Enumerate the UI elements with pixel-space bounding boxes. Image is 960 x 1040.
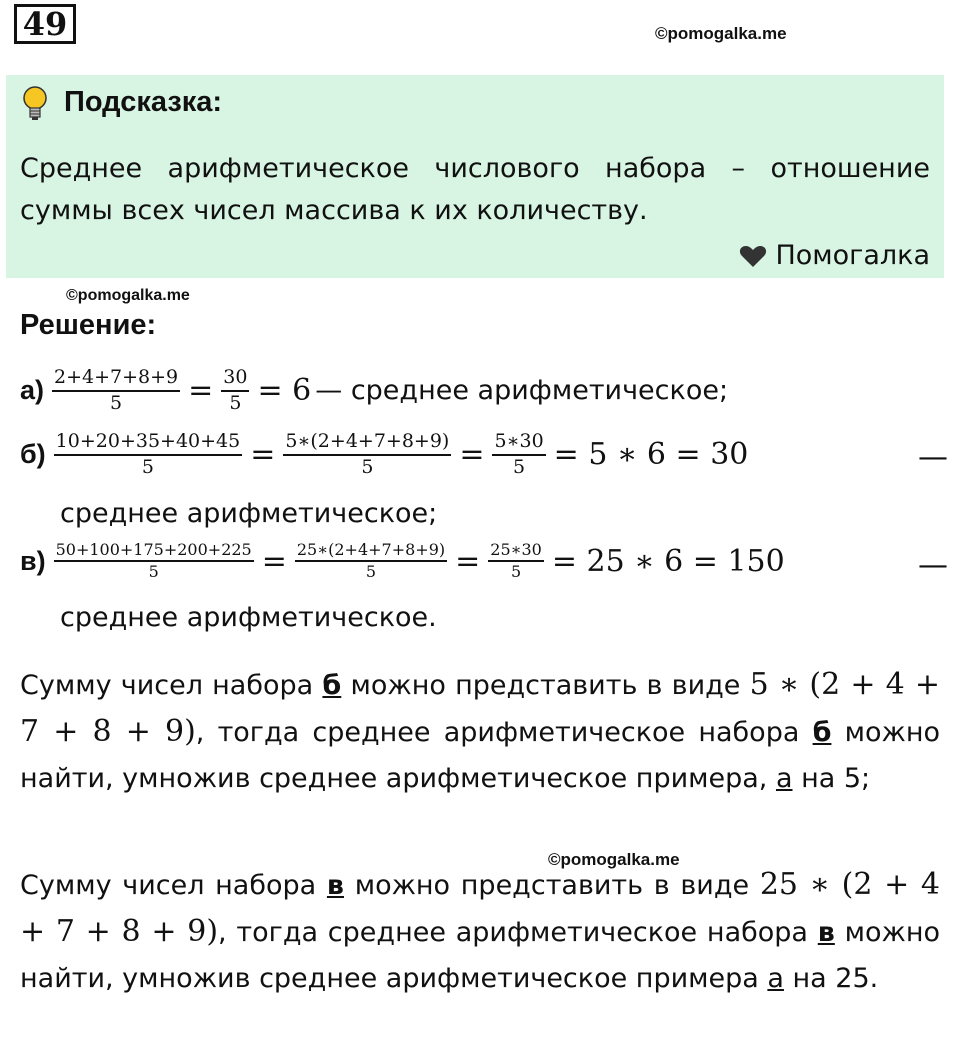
set-reference: б (812, 717, 832, 748)
solution-title: Решение: (20, 309, 157, 341)
fraction (221, 366, 249, 416)
numerator: 50+100+175+200+225 (54, 540, 254, 562)
example-reference: а (775, 763, 793, 794)
hint-signature (739, 240, 930, 271)
watermark: ©pomogalka.me (548, 850, 680, 869)
numerator: 10+20+35+40+45 (54, 430, 243, 456)
line-text: — среднее арифметическое; (315, 375, 729, 407)
item-label: б) (20, 439, 46, 470)
fraction (492, 430, 545, 480)
fraction (283, 430, 451, 480)
fraction (54, 430, 243, 480)
dash: — (918, 440, 948, 475)
numerator: 2+4+7+8+9 (52, 366, 180, 392)
text-run: можно представить в виде (344, 870, 760, 901)
lightbulb-icon (20, 84, 50, 124)
result: = 6 (257, 373, 312, 409)
text-run: Сумму чисел набора (20, 870, 327, 901)
text-run: , тогда среднее арифметическое набора (195, 717, 813, 748)
set-reference: б (322, 670, 342, 701)
item-label: в) (20, 545, 46, 576)
result: = 5 ∗ 6 = 30 (553, 437, 749, 473)
numerator: 5∗30 (492, 430, 545, 456)
math-expression: 25 ∗ (2 + 4 + 7 + 8 + 9) (20, 867, 940, 949)
text-run: Сумму чисел набора (20, 670, 323, 701)
explanation-paragraph (20, 862, 940, 1002)
denominator: 5 (365, 562, 377, 581)
line-text: среднее арифметическое; (60, 498, 438, 529)
fraction (54, 540, 254, 582)
equals-sign: = (455, 543, 481, 579)
equals-sign: = (459, 437, 485, 473)
text-run: можно представить в виде (341, 670, 750, 701)
denominator: 5 (141, 455, 154, 478)
equals-sign: = (188, 373, 214, 409)
solution-line-b (20, 430, 752, 480)
watermark: ©pomogalka.me (66, 287, 190, 304)
hint-title: Подсказка: (64, 86, 223, 118)
numerator: 25∗30 (488, 540, 544, 562)
set-reference: в (817, 917, 835, 948)
fraction (52, 366, 180, 416)
heart-icon (739, 244, 767, 268)
numerator: 5∗(2+4+7+8+9) (283, 430, 451, 456)
fraction (295, 540, 447, 582)
text-run: можно найти, умножив среднее арифметическое примера (20, 917, 941, 994)
solution-line-a (20, 366, 728, 416)
denominator: 5 (110, 391, 123, 414)
item-label: а) (20, 375, 45, 406)
denominator: 5 (148, 562, 159, 581)
text-run: на 25. (783, 963, 879, 994)
watermark: ©pomogalka.me (655, 24, 787, 43)
denominator: 5 (510, 562, 522, 581)
math-expression: 5 ∗ (2 + 4 + 7 + 8 + 9) (20, 667, 941, 749)
text-run: можно найти, умножив среднее арифметическое примера, (20, 717, 940, 794)
result: = 25 ∗ 6 = 150 (551, 543, 785, 579)
denominator: 5 (513, 455, 526, 478)
numerator: 30 (221, 366, 249, 392)
numerator: 25∗(2+4+7+8+9) (295, 540, 447, 562)
fraction (488, 540, 544, 582)
explanation-paragraph (20, 662, 940, 802)
denominator: 5 (361, 455, 374, 478)
set-reference: в (326, 870, 344, 901)
example-reference: а (767, 963, 784, 994)
hint-text: Среднее арифметическое числового набора – отношение суммы всех чисел массива к их количеству. (20, 153, 930, 226)
dash: — (918, 548, 948, 583)
equals-sign: = (250, 437, 276, 473)
denominator: 5 (229, 391, 242, 414)
equals-sign: = (261, 543, 287, 579)
solution-line-c (20, 540, 789, 582)
line-text: среднее арифметическое. (60, 602, 437, 633)
signature-text: Помогалка (775, 240, 930, 271)
task-number: 49 (14, 4, 76, 44)
text-run: , тогда среднее арифметическое набора (218, 917, 818, 948)
text-run: на 5; (792, 763, 871, 794)
